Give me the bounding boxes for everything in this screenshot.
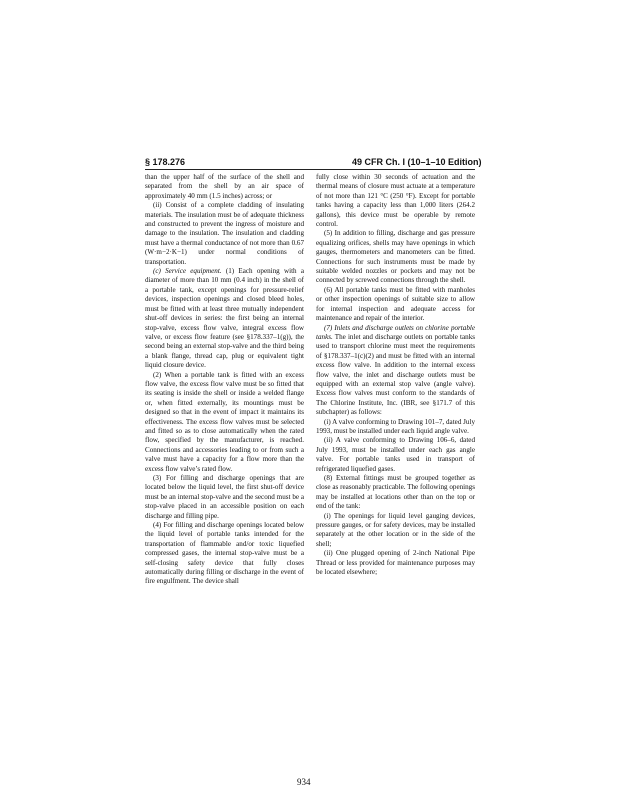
- paragraph-text: (5) In addition to filling, discharge and gas pressure equalizing orifices, shells may have openings in which gauges, thermometers and manometers can be fitted. Connections for such instruments must be made by suitable welded nozzles or pockets and may not be connected by screwed connections through the shell.: [316, 229, 475, 285]
- paragraph-text: (i) The openings for liquid level gauging devices, pressure gauges, or for safety devices, may be installed separately at the other location or in the side of the shell;: [316, 511, 475, 548]
- paragraph: [316, 173, 475, 229]
- paragraph: [145, 267, 304, 370]
- paragraph: [316, 418, 475, 437]
- paragraph-text: (ii) A valve conforming to Drawing 106–6, dated July 1993, must be installed under each gas angle valve. For portable tanks used in transport of refrigerated liquefied gases.: [316, 436, 475, 473]
- paragraph-text: (1) Each opening with a diameter of more than 10 mm (0.4 inch) in the shell of a portable tank, except openings for pressure-relief devices, inspection openings and closed bleed holes, must be fitted with at least three mutually independent shut-off devices in series: the first being an internal stop-valve, excess flow valve, integral excess flow valve, or excess flow feature (see §178.337–1(g)), the second being an external stop-valve and the third being a blank flange, thread cap, plug or equivalent tight liquid closure device.: [145, 267, 304, 370]
- paragraph: [316, 549, 475, 577]
- paragraph-text: (i) A valve conforming to Drawing 101–7, dated July 1993, must be installed under each liquid angle valve.: [316, 417, 475, 435]
- paragraph-text: (4) For filling and discharge openings located below the liquid level of portable tanks intended for the transportation of flammable and/or toxic liquefied compressed gases, the internal stop-valve must be a self-closing safety device that fully closes automatically during filling or discharge in the event of fire engulfment. The device shall: [145, 521, 304, 586]
- paragraph-text: The inlet and discharge outlets on portable tanks used to transport chlorine must meet the requirements of §178.337–1(c)(2) and must be fitted with an internal excess flow valve. In addition to the internal excess flow valve, the inlet and discharge outlets must be equipped with an external stop valve (angle valve). Excess flow valves must conform to the standards of The Chlorine Institute, Inc. (IBR, see §171.7 of this subchapter) as follows:: [316, 332, 475, 417]
- paragraph: [316, 286, 475, 324]
- left-column: [145, 173, 304, 587]
- paragraph-heading: (7) Inlets and discharge outlets on chlorine portable tanks.: [316, 323, 475, 341]
- paragraph: [145, 173, 304, 201]
- paragraph-text: (3) For filling and discharge openings that are located below the liquid level, the first shut-off device must be an internal stop-valve and the second must be a stop-valve placed in an accessible position on each discharge and filling pipe.: [145, 474, 304, 520]
- paragraph-text: (8) External fittings must be grouped together as close as reasonably practicable. The following openings may be installed at locations other than on the top or end of the tank:: [316, 474, 475, 511]
- paragraph-text: than the upper half of the surface of the shell and separated from the shell by an air space of approximately 40 mm (1.5 inches) across; or: [145, 173, 304, 200]
- paragraph-text: fully close within 30 seconds of actuation and the thermal means of closure must actuate at a temperature of not more than 121 °C (250 °F). Except for portable tanks having a capacity less than 1,000 liters (264.2 gallons), this device must be operable by remote control.: [316, 173, 475, 229]
- paragraph: [316, 512, 475, 550]
- paragraph: [145, 371, 304, 474]
- paragraph: [316, 229, 475, 285]
- paragraph-text: (2) When a portable tank is fitted with an excess flow valve, the excess flow valve must be so fitted that its seating is inside the shell or inside a welded flange or, when fitted externally, its mountings must be designed so that in the event of impact it maintains its effectiveness. The excess flow valves must be selected and fitted so as to close automatically when the rated flow, specified by the manufacturer, is reached. Connections and accessories leading to or from such a valve must have a capacity for a flow more than the excess flow valve’s rated flow.: [145, 370, 304, 473]
- paragraph-text: (6) All portable tanks must be fitted with manholes or other inspection openings of suitable size to allow for internal inspection and adequate access for maintenance and repair of the interior.: [316, 285, 475, 323]
- paragraph-heading: (c) Service equipment.: [153, 267, 222, 276]
- edition-header: 49 CFR Ch. I (10–1–10 Edition): [352, 157, 482, 167]
- paragraph: [145, 201, 304, 267]
- paragraph: [316, 436, 475, 474]
- page-number: 934: [297, 777, 311, 787]
- paragraph: [316, 474, 475, 512]
- paragraph: [316, 324, 475, 418]
- paragraph-text: (ii) Consist of a complete cladding of insulating materials. The insulation must be of adequate thickness and constructed to prevent the ingress of moisture and damage to the insulation. The insulation and cladding must have a thermal conductance of not more than 0.67 (W·m−2·K−1) under normal conditions of transportation.: [145, 201, 304, 266]
- paragraph: [145, 521, 304, 587]
- section-header: § 178.276: [145, 157, 186, 167]
- paragraph: [145, 474, 304, 521]
- paragraph-text: (ii) One plugged opening of 2-inch National Pipe Thread or less provided for maintenance purposes may be located elsewhere;: [316, 549, 475, 577]
- header-rule: [145, 169, 475, 170]
- right-column: [316, 173, 475, 577]
